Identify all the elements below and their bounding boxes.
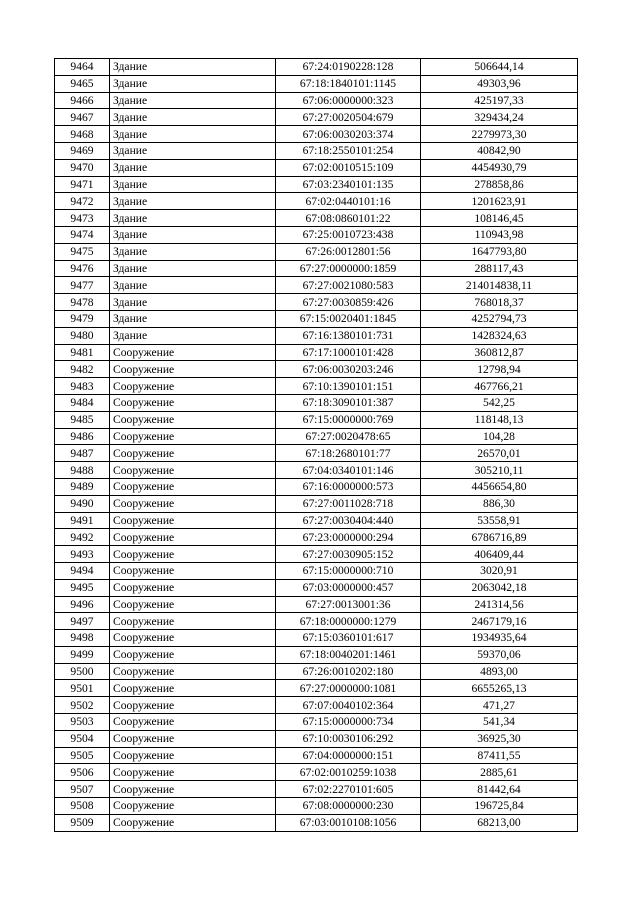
table-row <box>55 411 578 428</box>
object-type-cell: Здание <box>110 126 276 143</box>
table-row <box>55 630 578 647</box>
row-number-cell: 9490 <box>55 495 110 512</box>
object-type-cell: Сооружение <box>110 663 276 680</box>
cadastral-number-cell: 67:26:0012801:56 <box>276 243 421 260</box>
row-number-cell: 9499 <box>55 646 110 663</box>
cadastral-number-cell: 67:27:0013001:36 <box>276 596 421 613</box>
value-cell: 68213,00 <box>421 814 578 831</box>
value-cell: 110943,98 <box>421 226 578 243</box>
row-number-cell: 9482 <box>55 361 110 378</box>
object-type-cell: Здание <box>110 92 276 109</box>
table-row <box>55 109 578 126</box>
value-cell: 2467179,16 <box>421 613 578 630</box>
table-row <box>55 546 578 563</box>
table-row <box>55 462 578 479</box>
cadastral-number-cell: 67:03:0010108:1056 <box>276 814 421 831</box>
cadastral-number-cell: 67:04:0000000:151 <box>276 747 421 764</box>
row-number-cell: 9478 <box>55 294 110 311</box>
object-type-cell: Здание <box>110 210 276 227</box>
cadastral-number-cell: 67:27:0000000:1859 <box>276 260 421 277</box>
value-cell: 53558,91 <box>421 512 578 529</box>
value-cell: 288117,43 <box>421 260 578 277</box>
object-type-cell: Здание <box>110 260 276 277</box>
row-number-cell: 9484 <box>55 394 110 411</box>
value-cell: 2279973,30 <box>421 126 578 143</box>
value-cell: 26570,01 <box>421 445 578 462</box>
row-number-cell: 9466 <box>55 92 110 109</box>
cadastral-number-cell: 67:24:0190228:128 <box>276 59 421 76</box>
object-type-cell: Сооружение <box>110 361 276 378</box>
value-cell: 4454930,79 <box>421 159 578 176</box>
row-number-cell: 9506 <box>55 764 110 781</box>
object-type-cell: Сооружение <box>110 478 276 495</box>
cadastral-number-cell: 67:02:0010259:1038 <box>276 764 421 781</box>
row-number-cell: 9477 <box>55 277 110 294</box>
table-row <box>55 59 578 76</box>
table-row <box>55 378 578 395</box>
value-cell: 104,28 <box>421 428 578 445</box>
object-type-cell: Здание <box>110 176 276 193</box>
table-row <box>55 680 578 697</box>
value-cell: 360812,87 <box>421 344 578 361</box>
object-type-cell: Сооружение <box>110 529 276 546</box>
value-cell: 59370,06 <box>421 646 578 663</box>
cadastral-number-cell: 67:07:0040102:364 <box>276 697 421 714</box>
object-type-cell: Здание <box>110 310 276 327</box>
cadastral-number-cell: 67:03:0000000:457 <box>276 579 421 596</box>
object-type-cell: Сооружение <box>110 596 276 613</box>
cadastral-number-cell: 67:18:2550101:254 <box>276 142 421 159</box>
row-number-cell: 9474 <box>55 226 110 243</box>
row-number-cell: 9472 <box>55 193 110 210</box>
row-number-cell: 9500 <box>55 663 110 680</box>
object-type-cell: Здание <box>110 294 276 311</box>
cadastral-number-cell: 67:27:0030905:152 <box>276 546 421 563</box>
cadastral-number-cell: 67:27:0000000:1081 <box>276 680 421 697</box>
value-cell: 506644,14 <box>421 59 578 76</box>
object-type-cell: Сооружение <box>110 411 276 428</box>
value-cell: 471,27 <box>421 697 578 714</box>
object-type-cell: Сооружение <box>110 613 276 630</box>
row-number-cell: 9470 <box>55 159 110 176</box>
table-row <box>55 529 578 546</box>
row-number-cell: 9464 <box>55 59 110 76</box>
cadastral-number-cell: 67:18:2680101:77 <box>276 445 421 462</box>
object-type-cell: Сооружение <box>110 495 276 512</box>
table-row <box>55 764 578 781</box>
cadastral-number-cell: 67:23:0000000:294 <box>276 529 421 546</box>
object-type-cell: Сооружение <box>110 697 276 714</box>
table-row <box>55 361 578 378</box>
object-type-cell: Сооружение <box>110 428 276 445</box>
value-cell: 305210,11 <box>421 462 578 479</box>
table-row <box>55 781 578 798</box>
cadastral-number-cell: 67:25:0010723:438 <box>276 226 421 243</box>
value-cell: 541,34 <box>421 714 578 731</box>
object-type-cell: Здание <box>110 226 276 243</box>
value-cell: 87411,55 <box>421 747 578 764</box>
object-type-cell: Сооружение <box>110 646 276 663</box>
table-row <box>55 596 578 613</box>
value-cell: 542,25 <box>421 394 578 411</box>
cadastral-number-cell: 67:26:0010202:180 <box>276 663 421 680</box>
row-number-cell: 9495 <box>55 579 110 596</box>
table-row <box>55 798 578 815</box>
cadastral-number-cell: 67:15:0000000:769 <box>276 411 421 428</box>
row-number-cell: 9504 <box>55 730 110 747</box>
object-type-cell: Здание <box>110 109 276 126</box>
row-number-cell: 9497 <box>55 613 110 630</box>
object-type-cell: Сооружение <box>110 630 276 647</box>
row-number-cell: 9468 <box>55 126 110 143</box>
row-number-cell: 9501 <box>55 680 110 697</box>
value-cell: 40842,90 <box>421 142 578 159</box>
object-type-cell: Сооружение <box>110 462 276 479</box>
cadastral-number-cell: 67:15:0000000:710 <box>276 562 421 579</box>
value-cell: 1201623,91 <box>421 193 578 210</box>
cadastral-number-cell: 67:27:0030404:440 <box>276 512 421 529</box>
table-row <box>55 126 578 143</box>
cadastral-number-cell: 67:27:0011028:718 <box>276 495 421 512</box>
row-number-cell: 9507 <box>55 781 110 798</box>
cadastral-number-cell: 67:18:3090101:387 <box>276 394 421 411</box>
cadastral-number-cell: 67:03:2340101:135 <box>276 176 421 193</box>
row-number-cell: 9489 <box>55 478 110 495</box>
row-number-cell: 9481 <box>55 344 110 361</box>
object-type-cell: Сооружение <box>110 798 276 815</box>
value-cell: 1647793,80 <box>421 243 578 260</box>
row-number-cell: 9471 <box>55 176 110 193</box>
row-number-cell: 9508 <box>55 798 110 815</box>
row-number-cell: 9473 <box>55 210 110 227</box>
value-cell: 4252794,73 <box>421 310 578 327</box>
object-type-cell: Сооружение <box>110 546 276 563</box>
value-cell: 12798,94 <box>421 361 578 378</box>
table-row <box>55 344 578 361</box>
object-type-cell: Сооружение <box>110 579 276 596</box>
cadastral-number-cell: 67:08:0860101:22 <box>276 210 421 227</box>
property-table-body <box>55 59 578 832</box>
object-type-cell: Сооружение <box>110 814 276 831</box>
cadastral-number-cell: 67:27:0020504:679 <box>276 109 421 126</box>
row-number-cell: 9492 <box>55 529 110 546</box>
row-number-cell: 9465 <box>55 75 110 92</box>
table-row <box>55 142 578 159</box>
row-number-cell: 9483 <box>55 378 110 395</box>
row-number-cell: 9469 <box>55 142 110 159</box>
value-cell: 278858,86 <box>421 176 578 193</box>
table-row <box>55 210 578 227</box>
cadastral-number-cell: 67:27:0020478:65 <box>276 428 421 445</box>
value-cell: 81442,64 <box>421 781 578 798</box>
object-type-cell: Сооружение <box>110 562 276 579</box>
table-row <box>55 697 578 714</box>
row-number-cell: 9467 <box>55 109 110 126</box>
object-type-cell: Сооружение <box>110 764 276 781</box>
table-row <box>55 92 578 109</box>
table-row <box>55 814 578 831</box>
row-number-cell: 9496 <box>55 596 110 613</box>
value-cell: 1428324,63 <box>421 327 578 344</box>
value-cell: 886,30 <box>421 495 578 512</box>
object-type-cell: Сооружение <box>110 344 276 361</box>
cadastral-number-cell: 67:06:0030203:374 <box>276 126 421 143</box>
cadastral-number-cell: 67:02:0440101:16 <box>276 193 421 210</box>
object-type-cell: Сооружение <box>110 394 276 411</box>
object-type-cell: Здание <box>110 327 276 344</box>
value-cell: 4456654,80 <box>421 478 578 495</box>
table-row <box>55 260 578 277</box>
table-row <box>55 327 578 344</box>
table-row <box>55 512 578 529</box>
value-cell: 214014838,11 <box>421 277 578 294</box>
cadastral-number-cell: 67:18:1840101:1145 <box>276 75 421 92</box>
row-number-cell: 9475 <box>55 243 110 260</box>
value-cell: 6786716,89 <box>421 529 578 546</box>
value-cell: 241314,56 <box>421 596 578 613</box>
table-row <box>55 75 578 92</box>
cadastral-number-cell: 67:04:0340101:146 <box>276 462 421 479</box>
object-type-cell: Сооружение <box>110 680 276 697</box>
object-type-cell: Здание <box>110 142 276 159</box>
value-cell: 425197,33 <box>421 92 578 109</box>
object-type-cell: Сооружение <box>110 730 276 747</box>
row-number-cell: 9476 <box>55 260 110 277</box>
cadastral-number-cell: 67:18:0000000:1279 <box>276 613 421 630</box>
cadastral-number-cell: 67:15:0020401:1845 <box>276 310 421 327</box>
table-row <box>55 310 578 327</box>
cadastral-number-cell: 67:02:0010515:109 <box>276 159 421 176</box>
row-number-cell: 9503 <box>55 714 110 731</box>
row-number-cell: 9498 <box>55 630 110 647</box>
table-row <box>55 428 578 445</box>
value-cell: 4893,00 <box>421 663 578 680</box>
cadastral-number-cell: 67:02:2270101:605 <box>276 781 421 798</box>
table-row <box>55 159 578 176</box>
cadastral-number-cell: 67:16:0000000:573 <box>276 478 421 495</box>
table-row <box>55 714 578 731</box>
value-cell: 467766,21 <box>421 378 578 395</box>
cadastral-number-cell: 67:17:1000101:428 <box>276 344 421 361</box>
object-type-cell: Здание <box>110 59 276 76</box>
row-number-cell: 9485 <box>55 411 110 428</box>
row-number-cell: 9487 <box>55 445 110 462</box>
cadastral-number-cell: 67:10:0030106:292 <box>276 730 421 747</box>
cadastral-number-cell: 67:15:0360101:617 <box>276 630 421 647</box>
table-row <box>55 478 578 495</box>
cadastral-number-cell: 67:15:0000000:734 <box>276 714 421 731</box>
table-row <box>55 495 578 512</box>
table-row <box>55 176 578 193</box>
cadastral-number-cell: 67:27:0030859:426 <box>276 294 421 311</box>
object-type-cell: Здание <box>110 159 276 176</box>
object-type-cell: Здание <box>110 193 276 210</box>
cadastral-number-cell: 67:27:0021080:583 <box>276 277 421 294</box>
row-number-cell: 9502 <box>55 697 110 714</box>
value-cell: 1934935,64 <box>421 630 578 647</box>
cadastral-number-cell: 67:18:0040201:1461 <box>276 646 421 663</box>
value-cell: 2063042,18 <box>421 579 578 596</box>
cadastral-number-cell: 67:16:1380101:731 <box>276 327 421 344</box>
row-number-cell: 9509 <box>55 814 110 831</box>
table-row <box>55 445 578 462</box>
value-cell: 2885,61 <box>421 764 578 781</box>
table-row <box>55 613 578 630</box>
cadastral-number-cell: 67:06:0030203:246 <box>276 361 421 378</box>
table-row <box>55 663 578 680</box>
row-number-cell: 9479 <box>55 310 110 327</box>
object-type-cell: Здание <box>110 75 276 92</box>
object-type-cell: Сооружение <box>110 445 276 462</box>
row-number-cell: 9494 <box>55 562 110 579</box>
cadastral-number-cell: 67:10:1390101:151 <box>276 378 421 395</box>
table-row <box>55 579 578 596</box>
row-number-cell: 9505 <box>55 747 110 764</box>
table-row <box>55 646 578 663</box>
table-row <box>55 226 578 243</box>
value-cell: 406409,44 <box>421 546 578 563</box>
row-number-cell: 9493 <box>55 546 110 563</box>
value-cell: 36925,30 <box>421 730 578 747</box>
table-row <box>55 730 578 747</box>
cadastral-number-cell: 67:08:0000000:230 <box>276 798 421 815</box>
object-type-cell: Сооружение <box>110 378 276 395</box>
table-row <box>55 243 578 260</box>
value-cell: 196725,84 <box>421 798 578 815</box>
value-cell: 49303,96 <box>421 75 578 92</box>
table-row <box>55 294 578 311</box>
row-number-cell: 9480 <box>55 327 110 344</box>
value-cell: 329434,24 <box>421 109 578 126</box>
table-row <box>55 193 578 210</box>
object-type-cell: Здание <box>110 243 276 260</box>
object-type-cell: Здание <box>110 277 276 294</box>
value-cell: 6655265,13 <box>421 680 578 697</box>
cadastral-number-cell: 67:06:0000000:323 <box>276 92 421 109</box>
table-row <box>55 562 578 579</box>
object-type-cell: Сооружение <box>110 747 276 764</box>
row-number-cell: 9491 <box>55 512 110 529</box>
row-number-cell: 9486 <box>55 428 110 445</box>
object-type-cell: Сооружение <box>110 714 276 731</box>
row-number-cell: 9488 <box>55 462 110 479</box>
value-cell: 118148,13 <box>421 411 578 428</box>
property-table <box>54 58 578 832</box>
value-cell: 108146,45 <box>421 210 578 227</box>
object-type-cell: Сооружение <box>110 781 276 798</box>
table-row <box>55 394 578 411</box>
object-type-cell: Сооружение <box>110 512 276 529</box>
value-cell: 768018,37 <box>421 294 578 311</box>
table-row <box>55 747 578 764</box>
value-cell: 3020,91 <box>421 562 578 579</box>
table-row <box>55 277 578 294</box>
